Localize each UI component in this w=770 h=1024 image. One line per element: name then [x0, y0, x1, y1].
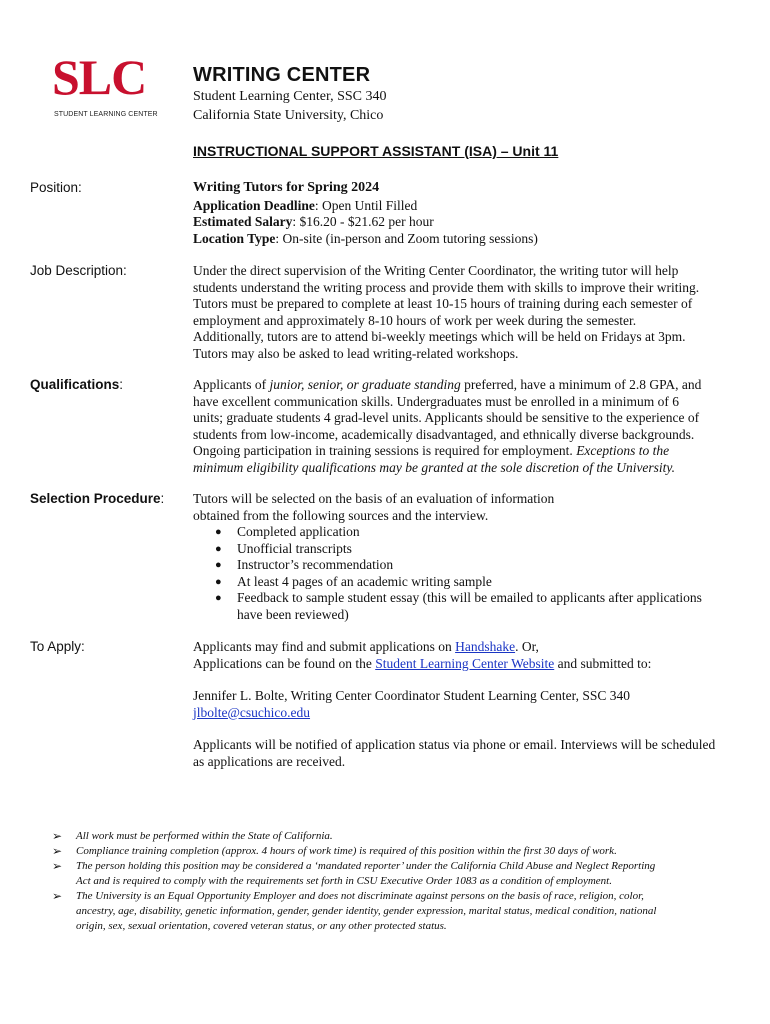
qual-emphasis: Exceptions to the — [576, 443, 670, 458]
slc-website-link[interactable]: Student Learning Center Website — [375, 655, 555, 671]
location-label: Location Type — [193, 230, 276, 246]
arrow-bullet-icon: ➢ — [52, 844, 63, 858]
selection-list — [193, 524, 718, 607]
deadline-line — [193, 198, 718, 215]
page-title: WRITING CENTER — [193, 64, 371, 86]
apply-text — [193, 639, 718, 770]
qualifications-label-colon: : — [119, 377, 124, 392]
logo-subtitle: STUDENT LEARNING CENTER — [54, 111, 158, 118]
slc-logo — [52, 49, 174, 122]
job-description-line: Under the direct supervision of the Writing Center Coordinator, the writing tutor will help — [193, 263, 679, 278]
list-item: ● Feedback to sample student essay (this will be emailed to applicants after applications — [193, 590, 718, 607]
position-section — [193, 180, 718, 247]
location-line — [193, 231, 718, 248]
selection-label — [30, 491, 164, 506]
note-item — [52, 889, 752, 934]
list-item: ● At least 4 pages of an academic writing sample — [193, 574, 718, 591]
note-line: The person holding this position may be considered a ‘mandated reporter’ under the California Child Abuse and Neglect Reporting — [76, 860, 656, 872]
position-label: Position: — [30, 180, 82, 195]
note-line: Compliance training completion (approx. 4 hours of work time) is required of this position within the first 30 days of work. — [76, 845, 617, 857]
notify-line: Applicants will be notified of application status via phone or email. Interviews will be scheduled — [193, 737, 716, 752]
apply-label: To Apply: — [30, 639, 85, 654]
header-address-line: Student Learning Center, SSC 340 — [193, 89, 387, 104]
position-title: Writing Tutors for Spring 2024 — [193, 180, 380, 195]
arrow-bullet-icon: ➢ — [52, 829, 63, 843]
selection-intro: Tutors will be selected on the basis of an evaluation of information — [193, 491, 555, 506]
note-item — [52, 829, 752, 844]
job-description-line: Tutors must be prepared to complete at least 10-15 hours of training during each semester of — [193, 296, 693, 311]
qual-text: Applicants of — [193, 377, 270, 392]
apply-text-part: . Or, — [515, 639, 539, 654]
arrow-bullet-icon: ➢ — [52, 889, 63, 903]
note-line: origin, sex, sexual orientation, covered veteran status, or any other protected status. — [76, 920, 447, 932]
notes-list — [52, 829, 752, 934]
contact-line: Jennifer L. Bolte, Writing Center Coordinator Student Learning Center, SSC 340 — [193, 688, 630, 703]
salary-line — [193, 214, 718, 231]
list-item: ● Instructor’s recommendation — [193, 557, 718, 574]
note-line: Act and is required to comply with the requirements set forth in CSU Executive Order 1083 as a condition of employment. — [76, 875, 612, 887]
apply-line — [193, 639, 718, 656]
job-description-text — [193, 263, 718, 362]
qualifications-line: students from low-income, academically disadvantaged, and ethnically diverse backgrounds. — [193, 426, 695, 442]
qualifications-text — [193, 377, 718, 476]
arrow-bullet-icon: ➢ — [52, 859, 63, 873]
selection-label-text: Selection Procedure — [30, 491, 161, 506]
qualifications-line: units; graduate students 4 grad-level units. Applicants should be sensitive to the experience of — [193, 410, 700, 425]
selection-intro: obtained from the following sources and the interview. — [193, 507, 489, 523]
note-line: The University is an Equal Opportunity Employer and does not discriminate against persons on the basis of race, religion, color, — [76, 890, 644, 902]
handshake-link[interactable]: Handshake — [455, 639, 516, 654]
job-description-line: Additionally, tutors are to attend bi-weekly meetings which will be held on Fridays at 3pm. — [193, 329, 686, 344]
list-item: ● Completed application — [193, 524, 718, 541]
qualifications-line — [193, 377, 718, 394]
note-line: All work must be performed within the State of California. — [76, 830, 333, 842]
list-item: ● Unofficial transcripts — [193, 541, 718, 558]
qualifications-line — [193, 443, 718, 460]
apply-text-part: Applicants may find and submit applications on — [193, 639, 456, 654]
salary-label: Estimated Salary — [193, 214, 293, 229]
qualifications-label-text: Qualifications — [30, 377, 120, 392]
job-description-line: Tutors may also be asked to lead writing-related workshops. — [193, 345, 519, 361]
email-link[interactable]: jlbolte@csuchico.edu — [193, 704, 311, 720]
qual-text: Ongoing participation in training sessions is required for employment. — [193, 443, 577, 458]
header-university-line: California State University, Chico — [193, 108, 384, 123]
selection-label-colon: : — [160, 491, 165, 506]
job-title: INSTRUCTIONAL SUPPORT ASSISTANT (ISA) – Unit 11 — [193, 143, 559, 159]
qualifications-line: minimum eligibility qualifications may be granted at the sole discretion of the University. — [193, 459, 676, 475]
qualifications-line: have excellent communication skills. Undergraduates must be enrolled in a minimum of 6 — [193, 393, 680, 409]
apply-line — [193, 656, 718, 673]
location-value: : On-site (in-person and Zoom tutoring sessions) — [275, 230, 538, 246]
selection-text — [193, 491, 718, 623]
apply-text-part: Applications can be found on the — [193, 655, 376, 671]
notify-line: as applications are received. — [193, 753, 346, 769]
deadline-value: : Open Until Filled — [314, 197, 418, 213]
job-description-label: Job Description: — [30, 263, 127, 278]
note-line: ancestry, age, disability, genetic information, gender, gender identity, gender expression, marital status, medical condition, national — [76, 905, 657, 917]
note-item — [52, 844, 752, 859]
salary-value: : $16.20 - $21.62 per hour — [292, 214, 434, 229]
qual-emphasis: junior, senior, or graduate standing — [269, 377, 461, 392]
qualifications-label — [30, 377, 123, 392]
note-item — [52, 859, 752, 889]
job-description-line: students understand the writing process and provide them with skills to improve their writing. — [193, 279, 700, 295]
job-description-line: employment and approximately 8-10 hours of work per week during the semester. — [193, 312, 637, 328]
list-item-continuation: have been reviewed) — [237, 606, 349, 622]
logo-mark: SLC — [52, 49, 147, 105]
qual-text: preferred, have a minimum of 2.8 GPA, and — [460, 377, 702, 392]
apply-text-part: and submitted to: — [554, 655, 652, 671]
deadline-label: Application Deadline — [193, 197, 315, 213]
